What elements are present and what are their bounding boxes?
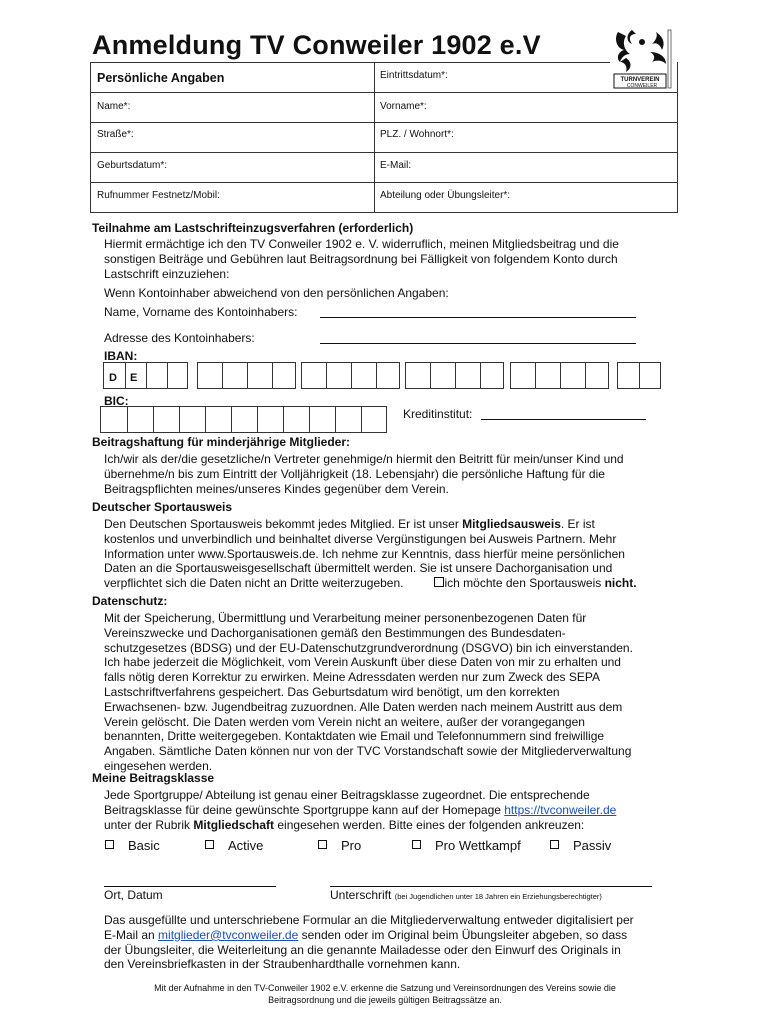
email-link[interactable]: mitglieder@tvconweiler.de xyxy=(158,927,299,942)
sportausweis-text: Den Deutschen Sportausweis bekommt jedes Mitglied. Er ist unser Mitgliedsausweis. Er ist kostenlos und unverbindlich und beinhaltet diverse Vergünstigungen bei Ausweis Partnern. Mehr Information unter www.Sportausweis.de. Ich nehme zur Kenntnis, dass hierfür meine persönlichen Daten an die Sportausweisgesellschaft übermittelt werden. Sie ist unsere Dachorganisation und verpflichtet sich die Daten nicht an Dritte weiterzugeben. ich möchte den Sportausweis nicht. xyxy=(104,517,637,591)
firstname-field[interactable]: Vorname*: xyxy=(380,101,427,112)
iban-group-6[interactable] xyxy=(617,362,661,389)
iban-char-d: D xyxy=(109,372,117,384)
option-pro[interactable]: Pro xyxy=(318,838,361,853)
homepage-link[interactable]: https://tvconweiler.de xyxy=(504,802,617,817)
signature-input[interactable] xyxy=(330,886,652,887)
bank-input[interactable] xyxy=(481,419,646,420)
fee-heading: Meine Beitragsklasse xyxy=(92,771,215,785)
bic-label: BIC: xyxy=(104,394,129,408)
privacy-text: Mit der Speicherung, Übermittlung und Verarbeitung meiner personenbezogenen Daten für Vereinszwecke und Dachorganisationen gemäß den Bestimmungen des Bundesdaten- schutzgesetzes (BDSG) und der EU-Datenschutzgrundverordnung (DSGVO) bin ich einverstanden. Ich habe jederzeit die Möglichkeit, vom Verein Auskunft über diese Daten von mir zu erhalten und falls nötig deren Korrektur zu erwirken. Meine Adressdaten werden nur zum Zweck des SEPA Lastschriftverfahrens gespeichert. Das Geburtsdatum wird benötigt, um den korrekten Erwachsenen- bzw. Jugendbeitrag zuzuordnen. Alle Daten werden nach meinem Austritt aus dem Verein gelöscht. Die Daten werden vom Verein nicht an weitere, außer der vorangegangen benannten, Dritte weitergegeben. Kontaktdaten wie Email und Telefonnummern sind freiwillige Angaben. Sämtliche Daten können nur von der TVC Vorstandschaft sowie der Mitgliederverwaltung eingesehen werden. xyxy=(104,611,633,773)
logo-text-top: TURNVEREIN xyxy=(620,77,660,83)
iban-group-3[interactable] xyxy=(301,362,400,389)
iban-group-2[interactable] xyxy=(197,362,296,389)
page-title: Anmeldung TV Conweiler 1902 e.V xyxy=(92,30,541,60)
sepa-heading: Teilnahme am Lastschrifteinzugsverfahren (erforderlich) xyxy=(92,221,414,235)
signature-label: Unterschrift (bei Jugendlichen unter 18 Jahren ein Erziehungsberechtigter) xyxy=(330,888,602,902)
logo-text-bottom: CONWEILER xyxy=(626,83,658,89)
holder-note: Wenn Kontoinhaber abweichend von den persönlichen Angaben: xyxy=(104,286,449,300)
option-pro-wettkampf[interactable]: Pro Wettkampf xyxy=(412,838,521,853)
street-field[interactable]: Straße*: xyxy=(97,129,134,140)
bank-label: Kreditinstitut: xyxy=(403,407,473,421)
entry-date-field[interactable]: Eintrittsdatum*: xyxy=(380,70,448,81)
place-date-label: Ort, Datum xyxy=(104,888,163,902)
holder-name-input[interactable] xyxy=(320,317,636,318)
privacy-heading: Datenschutz: xyxy=(92,594,168,608)
iban-char-e: E xyxy=(130,372,138,384)
footer-note: Mit der Aufnahme in den TV-Conweiler 1902 e.V. erkenne die Satzung und Vereinsordnungen des Vereins sowie die Beitragsordnung und die jeweils gültigen Beitragssätze an. xyxy=(154,983,616,1005)
personal-data-header: Persönliche Angaben xyxy=(97,71,225,85)
holder-address-label: Adresse des Kontoinhabers: xyxy=(104,331,255,345)
iban-group-4[interactable] xyxy=(405,362,504,389)
option-basic[interactable]: Basic xyxy=(105,838,160,853)
option-passiv[interactable]: Passiv xyxy=(550,838,611,853)
birthdate-field[interactable]: Geburtsdatum*: xyxy=(97,160,168,171)
sportausweis-optout-checkbox[interactable] xyxy=(434,577,444,587)
option-active[interactable]: Active xyxy=(205,838,263,853)
iban-group-5[interactable] xyxy=(510,362,609,389)
bic-input[interactable] xyxy=(100,406,387,433)
email-field[interactable]: E-Mail: xyxy=(380,160,412,171)
department-field[interactable]: Abteilung oder Übungsleiter*: xyxy=(380,190,511,201)
sportausweis-heading: Deutscher Sportausweis xyxy=(92,500,233,514)
submit-text: Das ausgefüllte und unterschriebene Formular an die Mitgliederverwaltung entweder digitalisiert per E-Mail an mitglieder@tvconweiler.de senden oder im Original beim Übungsleiter abgeben, so dass der Übungsleiter, die Weiterleitung an die genannte Mailadesse oder den Einwurf des Originals in den Vereinsbriefkasten in der Straubenhardthalle vornehmen kann. xyxy=(104,913,634,972)
sepa-text: Hiermit ermächtige ich den TV Conweiler 1902 e. V. widerruflich, meinen Mitgliedsbeitrag und die sonstigen Beiträge und Gebühren laut Beitragsordnung bei Fälligkeit von folgendem Konto durch Lastschrift einzuziehen: xyxy=(104,237,619,281)
iban-label: IBAN: xyxy=(104,349,138,363)
holder-address-input[interactable] xyxy=(320,343,636,344)
fee-text: Jede Sportgruppe/ Abteilung ist genau einer Beitragsklasse zugeordnet. Die entsprechende Beitragsklasse für deine gewünschte Sportgruppe kann auf der Homepage https://tvconweiler.de unter der Rubrik Mitgliedschaft eingesehen werden. Bitte eines der folgenden ankreuzen: xyxy=(104,788,617,832)
name-field[interactable]: Name*: xyxy=(97,101,131,112)
place-date-input[interactable] xyxy=(104,886,276,887)
personal-data-table xyxy=(90,62,678,213)
liability-heading: Beitragshaftung für minderjährige Mitglieder: xyxy=(92,435,351,449)
phone-field[interactable]: Rufnummer Festnetz/Mobil: xyxy=(97,190,220,201)
holder-name-label: Name, Vorname des Kontoinhabers: xyxy=(104,305,298,319)
liability-text: Ich/wir als der/die gesetzliche/n Vertreter genehmige/n hiermit den Beitritt für mein/unser Kind und übernehme/n bis zum Eintritt der Volljährigkeit (18. Lebensjahr) die persönliche Haftung für die Beitragspflichten meines/unseres Kindes gegenüber dem Verein. xyxy=(104,452,624,496)
zip-city-field[interactable]: PLZ. / Wohnort*: xyxy=(380,129,454,140)
